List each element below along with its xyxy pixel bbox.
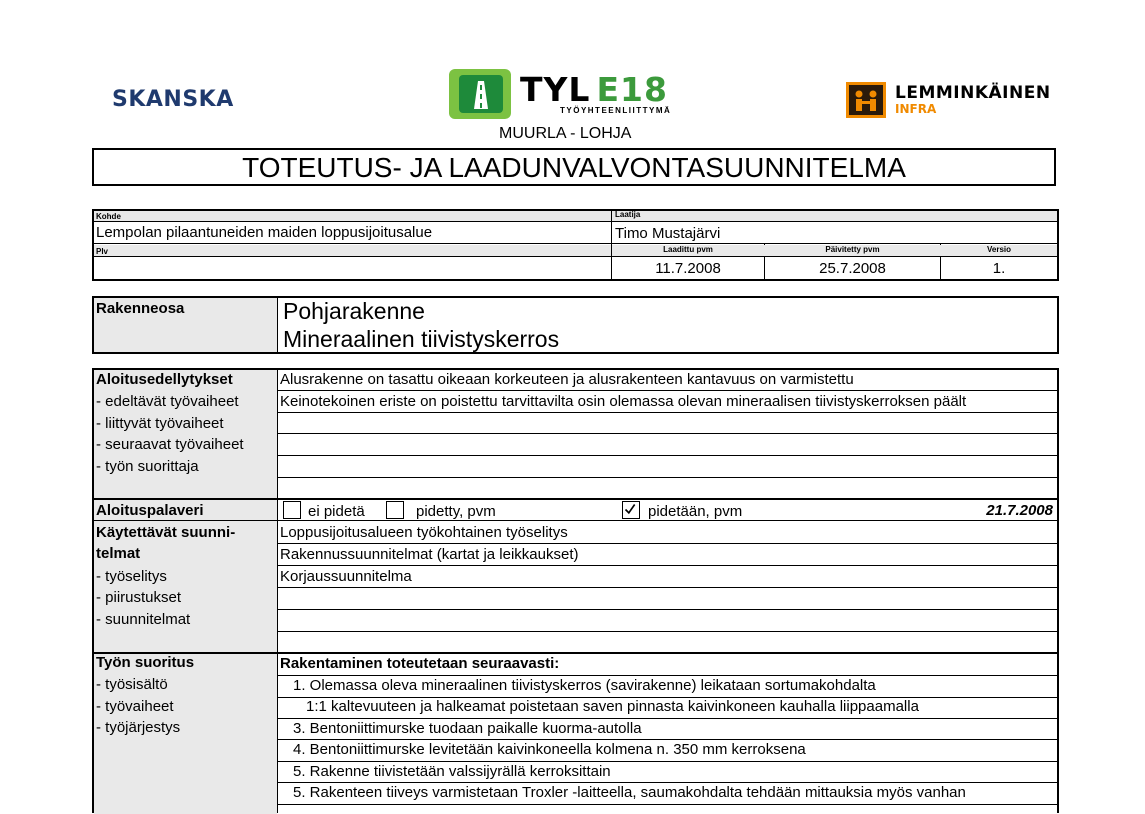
skanska-logo: SKANSKA [112, 87, 234, 112]
aloituspalaveri-label: Aloituspalaveri [96, 502, 204, 519]
aloitus-row-2: Keinotekoinen eriste on poistettu tarvittavilta osin olemassa olevan mineraalisen tiivistyskerroksen päält [280, 393, 967, 410]
lemminkainen-emblem-icon [846, 82, 886, 118]
tyon-suoritus-heading: Työn suoritus [96, 654, 195, 671]
laatija-label: Laatija [615, 210, 641, 219]
suunnitelmat-heading-2: telmat [96, 545, 141, 562]
piirustukset-label: - piirustukset [96, 589, 182, 606]
pidetaan-label: pidetään, pvm [648, 503, 743, 520]
checkmark-icon [623, 502, 638, 517]
seuraavat-label: - seuraavat työvaiheet [96, 436, 244, 453]
kohde-label: Kohde [96, 212, 121, 221]
versio-label: Versio [986, 245, 1011, 254]
tyl-e18: E18 [596, 70, 668, 109]
suunnitelmat-row-1: Loppusijoitusalueen työkohtainen työselitys [280, 524, 568, 541]
tyl-logo-text [520, 72, 668, 108]
tyojarjestys-label: - työjärjestys [96, 719, 181, 736]
suorittaja-label: - työn suorittaja [96, 458, 199, 475]
aloituspalaveri-date: 21.7.2008 [986, 502, 1053, 519]
step-row-2: 1:1 kaltevuuteen ja halkeamat poistetaan saven pinnasta kaivinkoneen kauhalla liippaamalla [306, 698, 919, 715]
ei-pideta-checkbox[interactable] [283, 501, 301, 519]
lemminkainen-infra-text: INFRA [895, 102, 937, 116]
laadittu-label: Laadittu pvm [663, 245, 713, 254]
aloitusedellytykset-heading: Aloitusedellytykset [96, 371, 233, 388]
step-row-3: 3. Bentoniittimurske tuodaan paikalle kuorma-autolla [293, 720, 642, 737]
laatija-value: Timo Mustajärvi [615, 225, 721, 242]
step-row-5: 5. Rakenne tiivistetään valssijyrällä kerroksittain [293, 763, 611, 780]
ei-pideta-label: ei pidetä [308, 503, 365, 520]
tyon-suoritus-intro: Rakentaminen toteutetaan seuraavasti: [280, 655, 560, 672]
tyoselitys-label: - työselitys [96, 568, 167, 585]
step-row-4: 4. Bentoniittimurske levitetään kaivinkoneella kolmena n. 350 mm kerroksena [293, 741, 806, 758]
tyl-main: TYL [520, 70, 591, 109]
step-row-6: 5. Rakenteen tiiveys varmistetaan Troxler -laitteella, saumakohdalta tehdään mittauksia myös vanhan [293, 784, 966, 801]
lemminkainen-logo-text: LEMMINKÄINEN [895, 83, 1051, 103]
tyosisalto-label: - työsisältö [96, 676, 168, 693]
rakenneosa-line1: Pohjarakenne [283, 298, 425, 324]
pidetty-label: pidetty, pvm [416, 503, 496, 520]
pidetaan-checkbox[interactable] [622, 501, 640, 519]
paivitetty-label: Päivitetty pvm [825, 245, 880, 254]
tyl-road-icon [449, 69, 511, 119]
kohde-value: Lempolan pilaantuneiden maiden loppusijoitusalue [96, 224, 433, 241]
suunnitelmat-heading-1: Käytettävät suunni- [96, 524, 236, 541]
suunnitelmat-row-3: Korjaussuunnitelma [280, 568, 412, 585]
rakenneosa-label: Rakenneosa [96, 300, 185, 317]
project-subtitle: MUURLA - LOHJA [499, 125, 632, 142]
laadittu-value: 11.7.2008 [655, 260, 721, 277]
plv-label: Plv [96, 247, 109, 256]
aloitus-row-1: Alusrakenne on tasattu oikeaan korkeuteen ja alusrakenteen kantavuus on varmistettu [280, 371, 854, 388]
document-title: TOTEUTUS- JA LAADUNVALVONTASUUNNITELMA [92, 148, 1056, 186]
tyovaiheet-label: - työvaiheet [96, 698, 174, 715]
step-row-1: 1. Olemassa oleva mineraalinen tiivistyskerros (savirakenne) leikataan sortumakohdalta [293, 677, 876, 694]
rakenneosa-line2: Mineraalinen tiivistyskerros [283, 326, 560, 352]
edeltavat-label: - edeltävät työvaiheet [96, 393, 239, 410]
tyl-subtext: TYÖYHTEENLIITTYMÄ [560, 106, 672, 115]
pidetty-checkbox[interactable] [386, 501, 404, 519]
suunnitelmat-label: - suunnitelmat [96, 611, 191, 628]
liittyvat-label: - liittyvät työvaiheet [96, 415, 224, 432]
suunnitelmat-row-2: Rakennussuunnitelmat (kartat ja leikkaukset) [280, 546, 579, 563]
versio-value: 1. [992, 260, 1006, 277]
paivitetty-value: 25.7.2008 [819, 260, 886, 277]
